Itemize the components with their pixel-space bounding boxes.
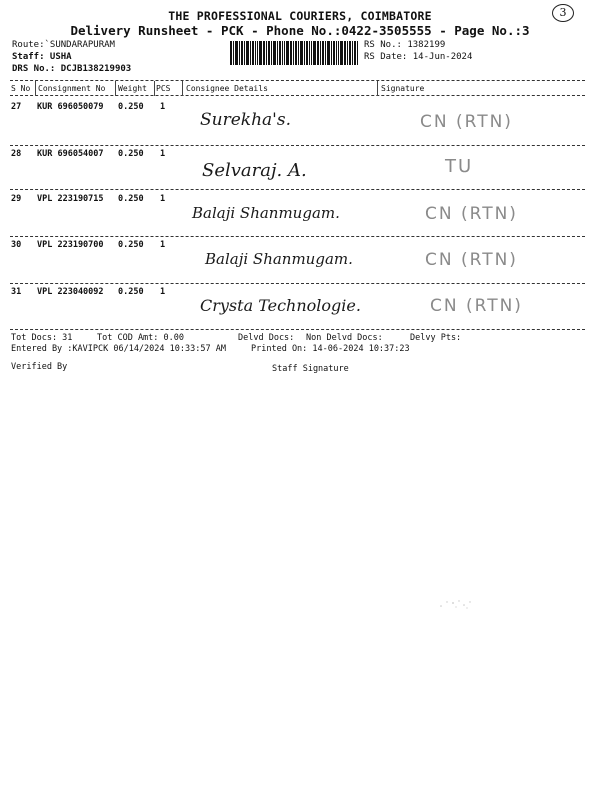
row-consignee: Balaji Shanmugam.: [205, 250, 353, 268]
row-consignee: Crysta Technologie.: [200, 296, 361, 315]
row-consignment: VPL 223190700: [37, 240, 104, 250]
row-pcs: 1: [160, 102, 166, 112]
row-rule: [10, 145, 585, 146]
header-weight: Weight: [118, 84, 147, 93]
scan-speck: [437, 597, 477, 611]
row-sno: 28: [11, 149, 22, 159]
row-consignee: Surekha's.: [200, 110, 291, 130]
col-divider: [115, 81, 116, 96]
delivery-points: Delvy Pts:: [410, 333, 462, 343]
row-weight: 0.250: [118, 240, 144, 250]
delivered-docs: Delvd Docs:: [238, 333, 295, 343]
row-signature: CN (RTN): [425, 204, 518, 224]
row-consignment: KUR 696050079: [37, 102, 104, 112]
row-rule: [10, 189, 585, 190]
row-signature: TU: [445, 156, 474, 177]
row-consignment: VPL 223040092: [37, 287, 104, 297]
col-divider: [154, 81, 155, 96]
non-delivered-docs: Non Delvd Docs:: [306, 333, 383, 343]
entered-by: Entered By :KAVIPCK 06/14/2024 10:33:57 AM: [11, 344, 226, 354]
verified-by: Verified By: [11, 362, 68, 372]
row-sno: 31: [11, 287, 22, 297]
header-sno: S No: [11, 84, 31, 93]
route-label: Route:`SUNDARAPURAM: [12, 40, 115, 50]
col-divider: [377, 81, 378, 96]
runsheet-subtitle: Delivery Runsheet - PCK - Phone No.:0422-3505555 - Page No.:3: [70, 23, 530, 38]
company-title: THE PROFESSIONAL COURIERS, COIMBATORE: [168, 9, 432, 23]
row-weight: 0.250: [118, 149, 144, 159]
row-weight: 0.250: [118, 102, 144, 112]
row-signature: CN (RTN): [430, 296, 523, 316]
staff-signature: Staff Signature: [272, 364, 349, 374]
col-divider: [182, 81, 183, 96]
printed-on: Printed On: 14-06-2024 10:37:23: [251, 344, 410, 354]
row-pcs: 1: [160, 149, 166, 159]
row-pcs: 1: [160, 240, 166, 250]
row-consignee: Selvaraj. A.: [202, 160, 307, 181]
barcode: [230, 41, 358, 65]
rs-number: RS No.: 1382199: [364, 40, 446, 50]
header-pcs: PCS: [156, 84, 171, 93]
row-weight: 0.250: [118, 287, 144, 297]
staff-label: Staff: USHA: [12, 52, 72, 62]
row-rule: [10, 283, 585, 284]
row-consignment: VPL 223190715: [37, 194, 104, 204]
row-consignee: Balaji Shanmugam.: [192, 204, 340, 222]
page-number-mark: 3: [552, 4, 574, 22]
total-cod-amount: Tot COD Amt: 0.00: [97, 333, 184, 343]
row-sno: 30: [11, 240, 22, 250]
rs-date: RS Date: 14-Jun-2024: [364, 52, 473, 62]
row-sno: 27: [11, 102, 22, 112]
header-consignee: Consignee Details: [186, 84, 268, 93]
row-sno: 29: [11, 194, 22, 204]
header-signature: Signature: [381, 84, 425, 93]
table-top-rule: [10, 80, 585, 81]
table-bottom-rule: [10, 329, 585, 330]
row-signature: CN (RTN): [425, 250, 518, 270]
row-weight: 0.250: [118, 194, 144, 204]
col-divider: [35, 81, 36, 96]
row-consignment: KUR 696054007: [37, 149, 104, 159]
row-signature: CN (RTN): [420, 112, 513, 132]
row-pcs: 1: [160, 194, 166, 204]
row-rule: [10, 236, 585, 237]
total-docs: Tot Docs: 31: [11, 333, 73, 343]
drs-number: DRS No.: DCJB138219903: [12, 64, 132, 74]
row-pcs: 1: [160, 287, 166, 297]
header-consignment: Consignment No: [38, 84, 106, 93]
header-rule: [10, 95, 585, 96]
